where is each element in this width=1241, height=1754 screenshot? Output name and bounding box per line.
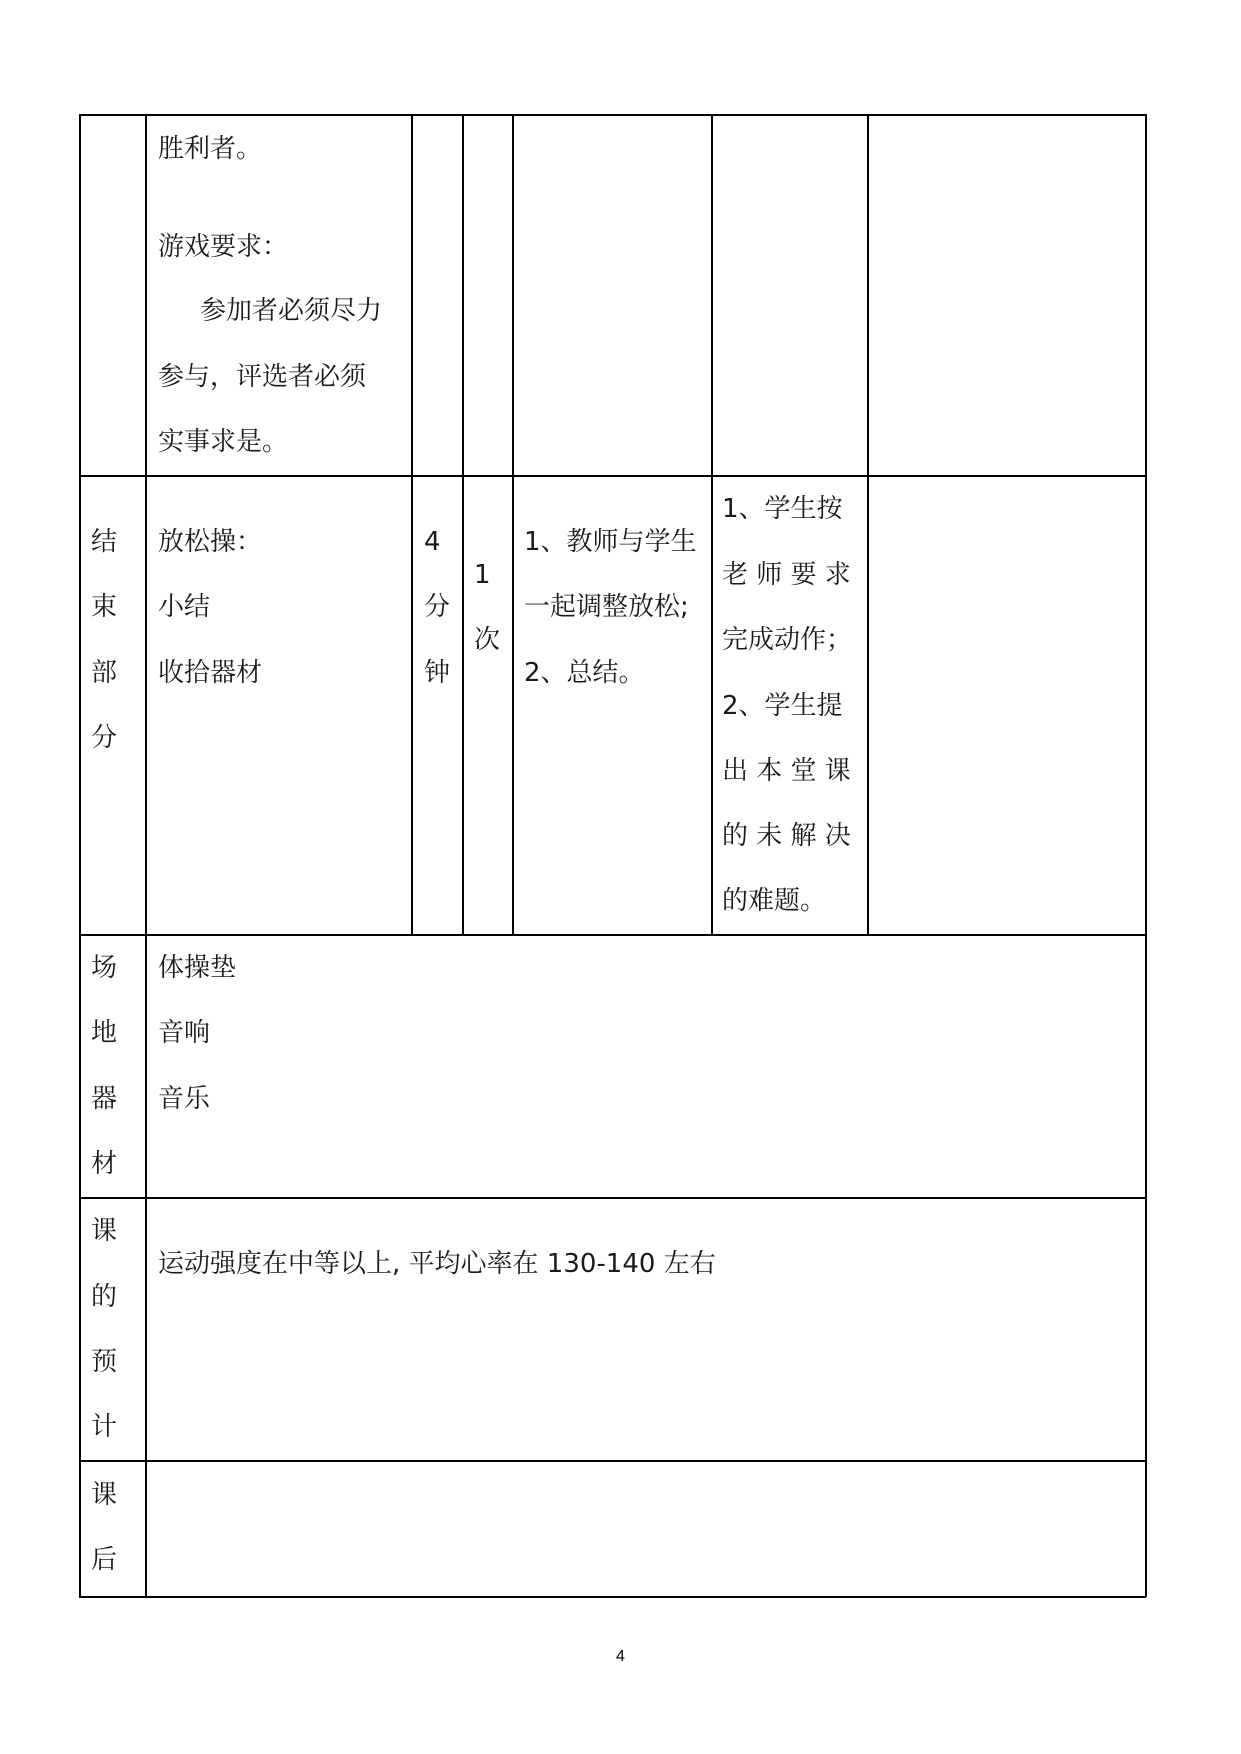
label-char: 束 (91, 592, 118, 622)
label-char: 预 (91, 1347, 118, 1377)
student-line: 的难题。 (722, 886, 827, 916)
label-char: 后 (91, 1545, 118, 1575)
student-line: 老 师 要 求 (722, 560, 851, 590)
label-char: 结 (91, 527, 118, 557)
table-border-left (79, 114, 81, 1597)
table-border-top (79, 114, 1146, 116)
teacher-line: 1、教师与学生 (524, 527, 697, 557)
table-border-right (1145, 114, 1147, 1597)
column-divider (462, 114, 464, 935)
equipment-item: 音响 (158, 1018, 211, 1048)
time-char: 4 (424, 527, 441, 557)
column-divider (711, 114, 713, 935)
label-char: 场 (91, 953, 118, 983)
label-char: 部 (91, 658, 118, 688)
equipment-item: 体操垫 (158, 953, 237, 983)
row-divider (79, 1460, 1146, 1462)
student-line: 2、学生提 (722, 691, 843, 721)
label-char: 课 (91, 1480, 118, 1510)
student-line: 1、学生按 (722, 494, 843, 524)
label-char: 计 (91, 1412, 118, 1442)
student-line: 出 本 堂 课 (722, 756, 851, 786)
teacher-line: 2、总结。 (524, 658, 645, 688)
count-char: 1 (474, 560, 491, 590)
label-char: 的 (91, 1282, 118, 1312)
equipment-item: 音乐 (158, 1084, 211, 1114)
row-divider (79, 934, 1146, 936)
column-divider (411, 114, 413, 935)
label-char: 地 (91, 1018, 118, 1048)
table-border-bottom (79, 1596, 1146, 1598)
content-line: 收拾器材 (158, 658, 263, 688)
game-line: 参与，评选者必须 (158, 362, 367, 392)
label-char: 分 (91, 723, 118, 753)
count-char: 次 (474, 625, 501, 655)
label-char: 材 (91, 1149, 118, 1179)
label-char: 课 (91, 1216, 118, 1246)
content-line: 小结 (158, 592, 211, 622)
column-divider (145, 114, 147, 1597)
teacher-line: 一起调整放松; (524, 592, 689, 622)
game-line: 参加者必须尽力 (200, 296, 383, 326)
student-line: 完成动作； (722, 625, 853, 655)
estimate-text: 运动强度在中等以上, 平均心率在 130-140 左右 (158, 1249, 716, 1279)
game-line: 游戏要求： (158, 232, 289, 262)
page-number: 4 (616, 1648, 625, 1665)
row-divider (79, 1197, 1146, 1199)
label-char: 器 (91, 1084, 118, 1114)
game-line: 胜利者。 (158, 134, 263, 164)
row-divider (79, 475, 1146, 477)
content-line: 放松操： (158, 527, 263, 557)
time-char: 分 (424, 592, 451, 622)
student-line: 的 未 解 决 (722, 821, 851, 851)
game-line: 实事求是。 (158, 427, 289, 457)
column-divider (867, 114, 869, 935)
column-divider (512, 114, 514, 935)
time-char: 钟 (424, 658, 451, 688)
